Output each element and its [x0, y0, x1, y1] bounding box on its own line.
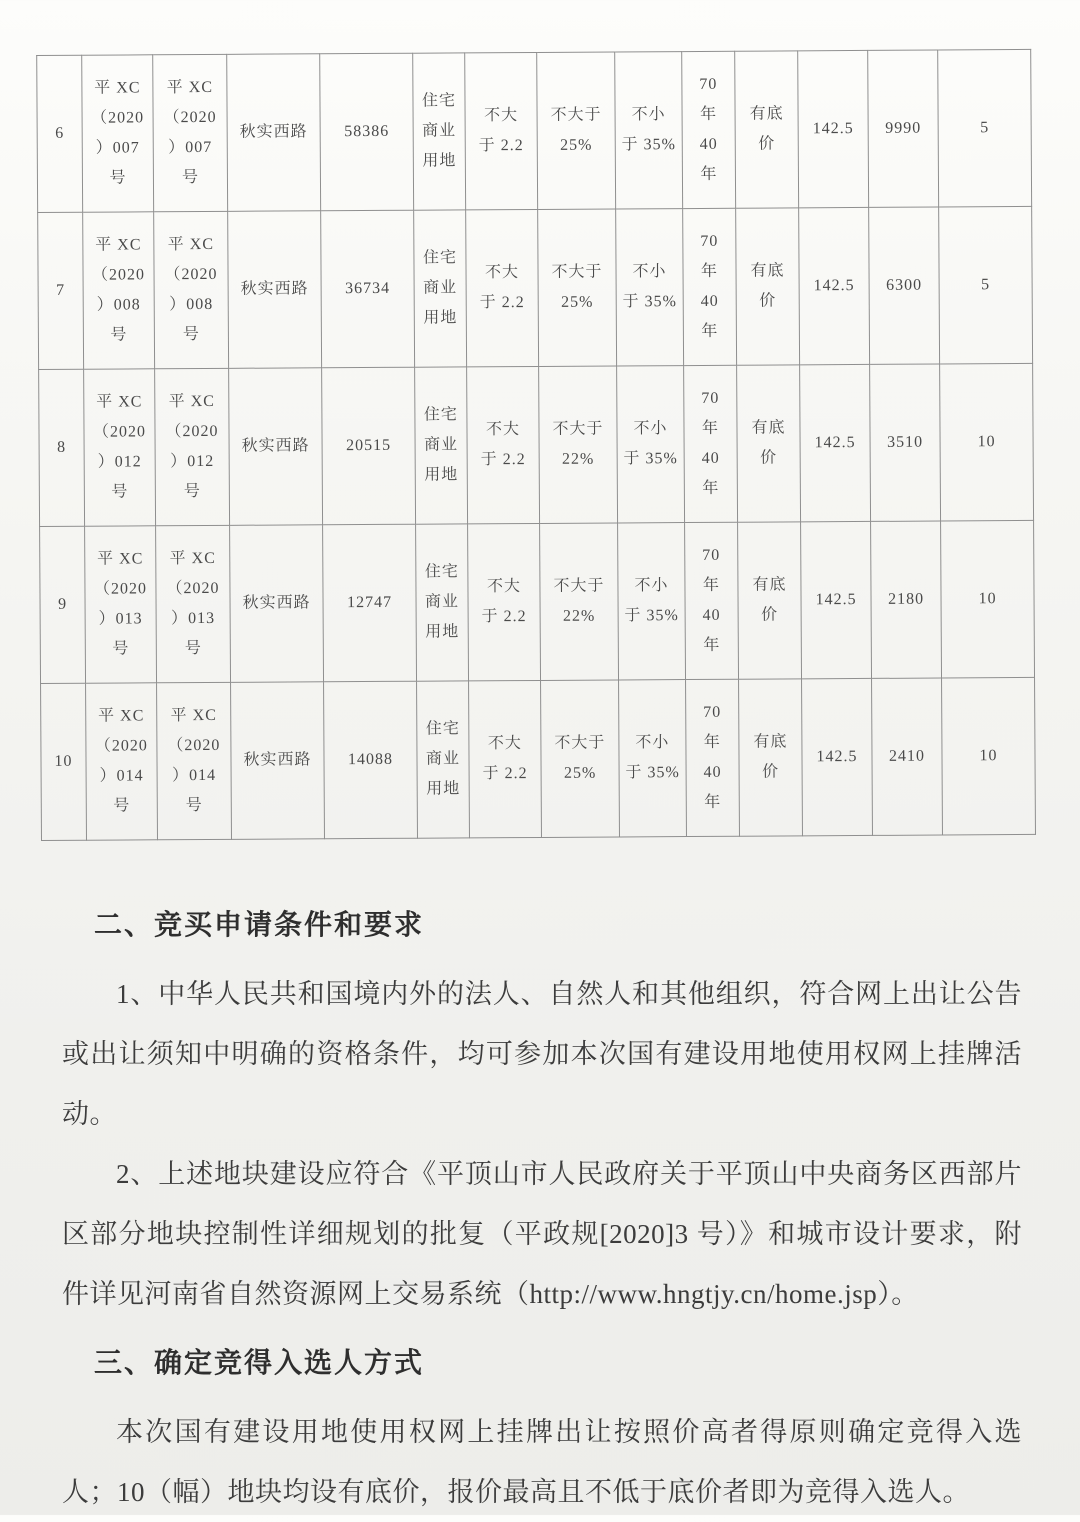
- unit-price-cell: 142.5: [798, 50, 869, 207]
- total-price-cell: 6300: [869, 207, 940, 364]
- row-number-cell: 7: [38, 212, 84, 369]
- land-use-cell: 住宅 商业 用地: [417, 681, 470, 838]
- greening-cell: 不小 于 35%: [617, 366, 685, 523]
- lot-number-cell: 平 XC （2020 ）007 号: [82, 55, 154, 212]
- area-cell: 12747: [323, 524, 417, 682]
- term-cell: 70 年 40 年: [686, 679, 740, 836]
- table-row: [37, 49, 1032, 212]
- paragraph-bidder-eligibility: 1、中华人民共和国境内外的法人、自然人和其他组织，符合网上出让公告或出让须知中明确的资格条件，均可参加本次国有建设用地使用权网上挂牌活动。: [62, 979, 1022, 1129]
- table-row: [39, 363, 1034, 526]
- increment-cell: 5: [939, 206, 1033, 364]
- floor-price-cell: 有底 价: [738, 522, 802, 679]
- lot-number-cell: 平 XC （2020 ）007 号: [153, 54, 228, 211]
- table-row: [40, 520, 1035, 683]
- paragraph-winner-rule: 本次国有建设用地使用权网上挂牌出让按照价高者得原则确定竞得入选人；10（幅）地块均设有底价，报价最高且不低于底价者即为竞得入选人。: [62, 1417, 1022, 1507]
- lot-number-cell: 平 XC （2020 ）008 号: [83, 212, 155, 369]
- floor-price-cell: 有底 价: [739, 679, 803, 836]
- unit-price-cell: 142.5: [799, 207, 870, 364]
- lot-number-cell: 平 XC （2020 ）012 号: [155, 368, 230, 525]
- unit-price-cell: 142.5: [801, 521, 872, 678]
- lot-number-cell: 平 XC （2020 ）013 号: [156, 525, 231, 682]
- lot-number-cell: 平 XC （2020 ）012 号: [84, 369, 156, 526]
- plot-ratio-cell: 不大 于 2.2: [469, 680, 542, 837]
- lot-number-cell: 平 XC （2020 ）013 号: [85, 526, 157, 683]
- location-cell: 秋实西路: [227, 54, 321, 212]
- total-price-cell: 9990: [868, 50, 939, 207]
- term-cell: 70 年 40 年: [682, 51, 736, 208]
- density-cell: 不大于 25%: [541, 680, 620, 837]
- total-price-cell: 2410: [872, 678, 943, 835]
- table-row: [41, 677, 1036, 840]
- land-use-cell: 住宅 商业 用地: [416, 524, 469, 681]
- term-cell: 70 年 40 年: [685, 522, 739, 679]
- total-price-cell: 3510: [870, 364, 941, 521]
- total-price-cell: 2180: [871, 521, 942, 678]
- density-cell: 不大于 25%: [538, 209, 617, 366]
- plot-ratio-cell: 不大 于 2.2: [467, 366, 540, 523]
- section-heading-bid-conditions: 二、竞买申请条件和要求: [94, 910, 425, 941]
- land-use-cell: 住宅 商业 用地: [413, 53, 466, 210]
- row-number-cell: 9: [40, 526, 86, 683]
- increment-cell: 10: [940, 363, 1034, 521]
- land-parcel-table: [36, 49, 1036, 841]
- lot-number-cell: 平 XC （2020 ）014 号: [86, 683, 158, 840]
- increment-cell: 10: [941, 520, 1035, 678]
- document-body: [62, 896, 1022, 1522]
- increment-cell: 10: [942, 677, 1036, 835]
- unit-price-cell: 142.5: [802, 678, 873, 835]
- lot-number-cell: 平 XC （2020 ）008 号: [154, 211, 229, 368]
- land-parcel-table-wrap: [36, 49, 1036, 841]
- term-cell: 70 年 40 年: [684, 365, 738, 522]
- greening-cell: 不小 于 35%: [616, 209, 684, 366]
- plot-ratio-cell: 不大 于 2.2: [468, 523, 541, 680]
- floor-price-cell: 有底 价: [737, 365, 801, 522]
- area-cell: 14088: [324, 681, 418, 839]
- row-number-cell: 10: [41, 683, 87, 840]
- density-cell: 不大于 22%: [539, 366, 618, 523]
- location-cell: 秋实西路: [230, 525, 324, 683]
- density-cell: 不大于 22%: [540, 523, 619, 680]
- paragraph-planning-requirements: 2、上述地块建设应符合《平顶山市人民政府关于平顶山中央商务区西部片区部分地块控制性详细规划的批复（平政规[2020]3 号）》和城市设计要求，附件详见河南省自然资源网上交易系统（http://www.hngtjy.cn/home.jsp）。: [62, 1159, 1022, 1309]
- area-cell: 36734: [321, 210, 415, 368]
- land-use-cell: 住宅 商业 用地: [415, 367, 468, 524]
- table-row: [38, 206, 1033, 369]
- location-cell: 秋实西路: [229, 368, 323, 526]
- location-cell: 秋实西路: [231, 682, 325, 840]
- area-cell: 20515: [322, 367, 416, 525]
- term-cell: 70 年 40 年: [683, 208, 737, 365]
- greening-cell: 不小 于 35%: [619, 680, 687, 837]
- plot-ratio-cell: 不大 于 2.2: [465, 52, 538, 209]
- unit-price-cell: 142.5: [800, 364, 871, 521]
- floor-price-cell: 有底 价: [736, 208, 800, 365]
- location-cell: 秋实西路: [228, 211, 322, 369]
- area-cell: 58386: [320, 53, 414, 211]
- section-heading-winner-method: 三、确定竞得入选人方式: [94, 1348, 425, 1379]
- lot-number-cell: 平 XC （2020 ）014 号: [157, 682, 232, 839]
- land-use-cell: 住宅 商业 用地: [414, 210, 467, 367]
- greening-cell: 不小 于 35%: [618, 523, 686, 680]
- increment-cell: 5: [938, 49, 1032, 207]
- row-number-cell: 8: [39, 369, 85, 526]
- greening-cell: 不小 于 35%: [615, 52, 683, 209]
- floor-price-cell: 有底 价: [735, 51, 799, 208]
- density-cell: 不大于 25%: [537, 52, 616, 209]
- plot-ratio-cell: 不大 于 2.2: [466, 209, 539, 366]
- row-number-cell: 6: [37, 55, 83, 212]
